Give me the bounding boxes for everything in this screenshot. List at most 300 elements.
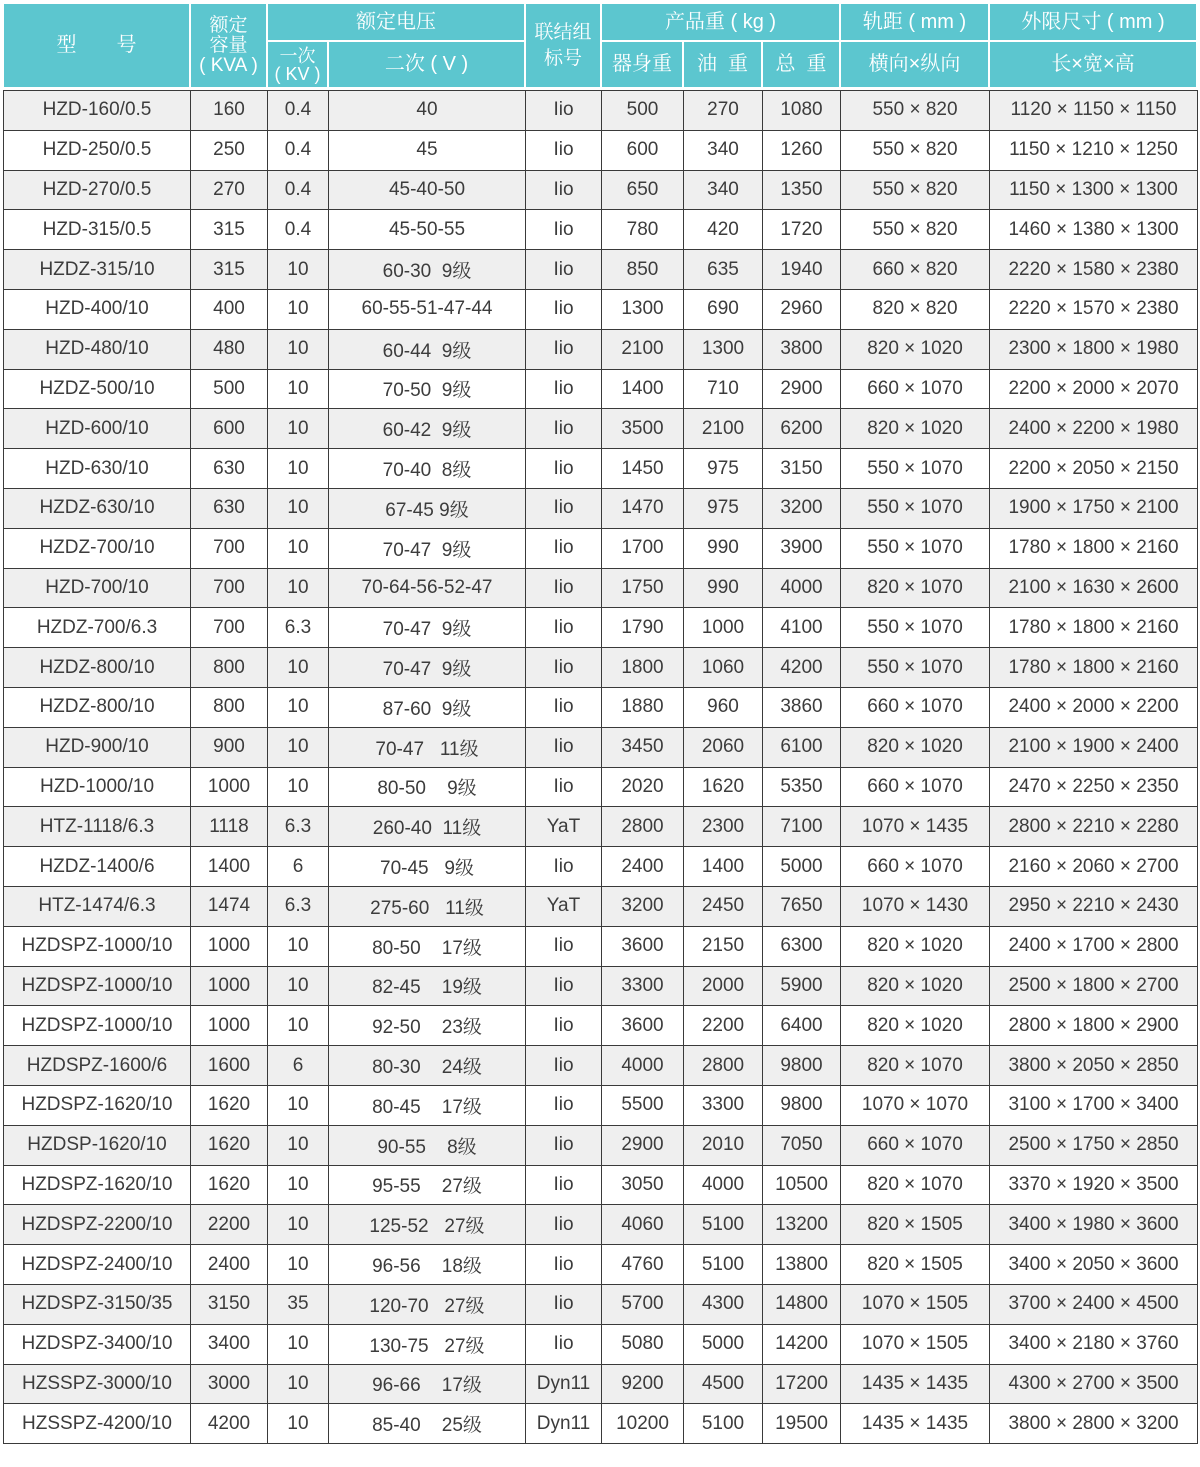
table-cell: 660 × 1070 xyxy=(841,1125,990,1165)
table-cell: HZDZ-800/10 xyxy=(4,648,191,688)
table-cell: 3800 xyxy=(763,329,841,369)
table-cell: 820 × 1020 xyxy=(841,409,990,449)
table-cell: 2300 × 1800 × 1980 xyxy=(990,329,1198,369)
table-cell: HZD-250/0.5 xyxy=(4,130,191,170)
table-cell: 550 × 820 xyxy=(841,170,990,210)
table-cell: 10 xyxy=(268,1324,329,1364)
table-cell: HZDSPZ-1000/10 xyxy=(4,926,191,966)
table-cell: HZD-1000/10 xyxy=(4,767,191,807)
table-cell: HZSSPZ-3000/10 xyxy=(4,1364,191,1404)
table-cell: 660 × 1070 xyxy=(841,767,990,807)
table-cell: 820 × 1020 xyxy=(841,926,990,966)
table-cell: 10 xyxy=(268,568,329,608)
table-cell: 1620 xyxy=(191,1165,268,1205)
table-cell: 70-47 11级 xyxy=(329,727,526,767)
table-cell: 80-30 24级 xyxy=(329,1046,526,1086)
table-cell: Iio xyxy=(526,130,602,170)
table-cell: 90-55 8级 xyxy=(329,1125,526,1165)
table-cell: 2020 xyxy=(602,767,684,807)
table-cell: 5500 xyxy=(602,1085,684,1125)
table-row xyxy=(4,608,1198,648)
table-cell: 820 × 1070 xyxy=(841,568,990,608)
table-cell: 6 xyxy=(268,847,329,887)
table-cell: 80-50 9级 xyxy=(329,767,526,807)
header-label-voltage-group: 额定电压 xyxy=(356,10,436,33)
table-cell: 400 xyxy=(191,289,268,329)
table-cell: 7650 xyxy=(763,886,841,926)
table-header xyxy=(3,3,1197,88)
table-cell: 2400 xyxy=(602,847,684,887)
table-cell: 800 xyxy=(191,648,268,688)
table-cell: Iio xyxy=(526,289,602,329)
table-cell: 660 × 820 xyxy=(841,250,990,290)
header-cell-total-weight xyxy=(762,41,840,88)
table-cell: 960 xyxy=(684,687,763,727)
table-cell: 60-44 9级 xyxy=(329,329,526,369)
table-cell: 820 × 1070 xyxy=(841,1046,990,1086)
table-cell: 270 xyxy=(191,170,268,210)
table-cell: 9800 xyxy=(763,1085,841,1125)
table-cell: Iio xyxy=(526,91,602,131)
table-cell: 7100 xyxy=(763,807,841,847)
table-cell: 1600 xyxy=(191,1046,268,1086)
table-cell: 820 × 1020 xyxy=(841,966,990,1006)
table-row xyxy=(4,1245,1198,1285)
table-cell: 80-45 17级 xyxy=(329,1085,526,1125)
table-row xyxy=(4,170,1198,210)
table-cell: 2100 × 1630 × 2600 xyxy=(990,568,1198,608)
table-cell: 10 xyxy=(268,528,329,568)
table-cell: YaT xyxy=(526,807,602,847)
table-cell: Iio xyxy=(526,767,602,807)
table-cell: 500 xyxy=(191,369,268,409)
table-cell: HZD-700/10 xyxy=(4,568,191,608)
table-row xyxy=(4,1284,1198,1324)
table-cell: 96-56 18级 xyxy=(329,1245,526,1285)
header-cell-secondary-voltage xyxy=(328,41,525,88)
table-cell: 13800 xyxy=(763,1245,841,1285)
table-cell: 5080 xyxy=(602,1324,684,1364)
table-cell: 10 xyxy=(268,449,329,489)
table-cell: HZD-630/10 xyxy=(4,449,191,489)
table-cell: HZDSPZ-1000/10 xyxy=(4,966,191,1006)
table-cell: 6.3 xyxy=(268,807,329,847)
table-cell: 7050 xyxy=(763,1125,841,1165)
table-cell: 2200 × 2000 × 2070 xyxy=(990,369,1198,409)
table-cell: HTZ-1118/6.3 xyxy=(4,807,191,847)
table-cell: 600 xyxy=(602,130,684,170)
header-cell-dims-sub xyxy=(989,41,1197,88)
table-cell: 6100 xyxy=(763,727,841,767)
header-cell-weight-group xyxy=(601,3,840,41)
table-cell: HZDSPZ-3400/10 xyxy=(4,1324,191,1364)
table-cell: 1080 xyxy=(763,91,841,131)
table-cell: 700 xyxy=(191,568,268,608)
table-row xyxy=(4,568,1198,608)
table-cell: 3200 xyxy=(602,886,684,926)
header-label-capacity-2: 容量 xyxy=(209,34,248,56)
table-cell: 1720 xyxy=(763,210,841,250)
table-cell: 1474 xyxy=(191,886,268,926)
table-cell: 820 × 1020 xyxy=(841,727,990,767)
table-cell: 1300 xyxy=(684,329,763,369)
table-cell: 1435 × 1435 xyxy=(841,1364,990,1404)
table-cell: Iio xyxy=(526,528,602,568)
table-cell: 2900 xyxy=(763,369,841,409)
table-cell: 10 xyxy=(268,1245,329,1285)
table-cell: Dyn11 xyxy=(526,1404,602,1444)
table-cell: 820 × 1020 xyxy=(841,1006,990,1046)
table-cell: 3000 xyxy=(191,1364,268,1404)
header-cell-model xyxy=(3,3,190,88)
table-row xyxy=(4,1205,1198,1245)
table-cell: 9200 xyxy=(602,1364,684,1404)
table-cell: 2010 xyxy=(684,1125,763,1165)
table-cell: Iio xyxy=(526,1245,602,1285)
table-cell: Dyn11 xyxy=(526,1364,602,1404)
table-cell: 19500 xyxy=(763,1404,841,1444)
table-cell: Iio xyxy=(526,409,602,449)
header-label-capacity-3: ( KVA ) xyxy=(199,54,258,76)
header-label-primary-2: ( KV ) xyxy=(274,63,321,84)
table-cell: 2470 × 2250 × 2350 xyxy=(990,767,1198,807)
table-cell: HZDZ-500/10 xyxy=(4,369,191,409)
table-cell: 160 xyxy=(191,91,268,131)
table-cell: 6 xyxy=(268,1046,329,1086)
table-cell: Iio xyxy=(526,966,602,1006)
table-cell: 10 xyxy=(268,1364,329,1404)
table-cell: 60-55-51-47-44 xyxy=(329,289,526,329)
table-cell: 550 × 820 xyxy=(841,130,990,170)
table-cell: 2500 × 1750 × 2850 xyxy=(990,1125,1198,1165)
table-cell: HZDZ-630/10 xyxy=(4,488,191,528)
header-cell-oil-weight xyxy=(683,41,762,88)
table-cell: 60-42 9级 xyxy=(329,409,526,449)
table-cell: 6.3 xyxy=(268,608,329,648)
table-row xyxy=(4,1324,1198,1364)
table-cell: 3400 × 1980 × 3600 xyxy=(990,1205,1198,1245)
header-cell-gauge-group xyxy=(840,3,989,41)
table-cell: 4000 xyxy=(684,1165,763,1205)
table-cell: 1150 × 1300 × 1300 xyxy=(990,170,1198,210)
header-cell-connection xyxy=(525,3,601,88)
table-cell: 820 × 1505 xyxy=(841,1245,990,1285)
table-cell: Iio xyxy=(526,369,602,409)
table-cell: HZDZ-700/6.3 xyxy=(4,608,191,648)
table-cell: Iio xyxy=(526,648,602,688)
table-cell: 3100 × 1700 × 3400 xyxy=(990,1085,1198,1125)
table-cell: 2500 × 1800 × 2700 xyxy=(990,966,1198,1006)
table-cell: 10 xyxy=(268,926,329,966)
table-cell: 250 xyxy=(191,130,268,170)
table-row xyxy=(4,1404,1198,1444)
table-cell: 0.4 xyxy=(268,91,329,131)
table-cell: 4060 xyxy=(602,1205,684,1245)
table-cell: 1880 xyxy=(602,687,684,727)
table-cell: 96-66 17级 xyxy=(329,1364,526,1404)
table-cell: 10200 xyxy=(602,1404,684,1444)
table-cell: HZDSPZ-1000/10 xyxy=(4,1006,191,1046)
table-row xyxy=(4,1364,1198,1404)
table-cell: 45-40-50 xyxy=(329,170,526,210)
table-cell: 3300 xyxy=(602,966,684,1006)
table-cell: 2950 × 2210 × 2430 xyxy=(990,886,1198,926)
table-cell: 3500 xyxy=(602,409,684,449)
table-cell: 92-50 23级 xyxy=(329,1006,526,1046)
table-cell: Iio xyxy=(526,727,602,767)
table-cell: 10 xyxy=(268,687,329,727)
table-cell: Iio xyxy=(526,1165,602,1205)
table-cell: 4100 xyxy=(763,608,841,648)
header-label-gauge-group: 轨距 ( mm ) xyxy=(862,10,967,33)
table-cell: 6200 xyxy=(763,409,841,449)
table-cell: 2100 xyxy=(602,329,684,369)
table-cell: 1780 × 1800 × 2160 xyxy=(990,528,1198,568)
table-cell: 1435 × 1435 xyxy=(841,1404,990,1444)
table-row xyxy=(4,727,1198,767)
table-cell: 990 xyxy=(684,568,763,608)
table-cell: 4000 xyxy=(763,568,841,608)
table-cell: 1070 × 1430 xyxy=(841,886,990,926)
table-cell: 1620 xyxy=(191,1125,268,1165)
table-cell: 70-64-56-52-47 xyxy=(329,568,526,608)
table-cell: HZDZ-700/10 xyxy=(4,528,191,568)
table-cell: 820 × 1505 xyxy=(841,1205,990,1245)
table-cell: 3370 × 1920 × 3500 xyxy=(990,1165,1198,1205)
table-cell: 10 xyxy=(268,1125,329,1165)
table-cell: 1070 × 1505 xyxy=(841,1324,990,1364)
table-cell: 45 xyxy=(329,130,526,170)
table-cell: 125-52 27级 xyxy=(329,1205,526,1245)
table-cell: HZDSPZ-1620/10 xyxy=(4,1085,191,1125)
table-body xyxy=(4,91,1198,1444)
table-cell: HZDSP-1620/10 xyxy=(4,1125,191,1165)
table-cell: 4200 xyxy=(763,648,841,688)
table-cell: 5000 xyxy=(763,847,841,887)
table-cell: YaT xyxy=(526,886,602,926)
table-cell: 1000 xyxy=(191,966,268,1006)
table-cell: 550 × 1070 xyxy=(841,528,990,568)
table-cell: HTZ-1474/6.3 xyxy=(4,886,191,926)
table-cell: HZDSPZ-3150/35 xyxy=(4,1284,191,1324)
table-cell: Iio xyxy=(526,329,602,369)
table-cell: 10 xyxy=(268,1404,329,1444)
table-row xyxy=(4,449,1198,489)
table-cell: 700 xyxy=(191,608,268,648)
table-cell: 85-40 25级 xyxy=(329,1404,526,1444)
table-cell: 660 × 1070 xyxy=(841,687,990,727)
table-row xyxy=(4,369,1198,409)
table-cell: 2200 × 2050 × 2150 xyxy=(990,449,1198,489)
table-cell: HZDSPZ-2200/10 xyxy=(4,1205,191,1245)
table-cell: 3600 xyxy=(602,1006,684,1046)
table-cell: 820 × 1070 xyxy=(841,1165,990,1205)
table-cell: 1400 xyxy=(602,369,684,409)
table-cell: 260-40 11级 xyxy=(329,807,526,847)
table-cell: 2060 xyxy=(684,727,763,767)
table-cell: 2400 × 2200 × 1980 xyxy=(990,409,1198,449)
table-cell: Iio xyxy=(526,449,602,489)
table-cell: 10 xyxy=(268,727,329,767)
table-cell: 550 × 1070 xyxy=(841,608,990,648)
table-cell: 1350 xyxy=(763,170,841,210)
table-cell: Iio xyxy=(526,488,602,528)
table-cell: 2100 × 1900 × 2400 xyxy=(990,727,1198,767)
table-cell: 900 xyxy=(191,727,268,767)
table-cell: 270 xyxy=(684,91,763,131)
table-cell: 35 xyxy=(268,1284,329,1324)
table-cell: 1000 xyxy=(191,767,268,807)
table-row xyxy=(4,528,1198,568)
table-cell: 3400 × 2180 × 3760 xyxy=(990,1324,1198,1364)
table-cell: 340 xyxy=(684,130,763,170)
table-cell: HZD-160/0.5 xyxy=(4,91,191,131)
header-label-model: 型 号 xyxy=(56,34,137,56)
table-cell: 10 xyxy=(268,1006,329,1046)
table-cell: Iio xyxy=(526,847,602,887)
table-cell: 820 × 1020 xyxy=(841,329,990,369)
table-cell: 40 xyxy=(329,91,526,131)
table-cell: 70-40 8级 xyxy=(329,449,526,489)
table-cell: 10 xyxy=(268,329,329,369)
table-cell: 6300 xyxy=(763,926,841,966)
table-cell: 3400 × 2050 × 3600 xyxy=(990,1245,1198,1285)
table-cell: 45-50-55 xyxy=(329,210,526,250)
table-row xyxy=(4,1006,1198,1046)
table-cell: 14800 xyxy=(763,1284,841,1324)
table-cell: 5100 xyxy=(684,1404,763,1444)
table-cell: 10 xyxy=(268,1165,329,1205)
table-cell: 3600 xyxy=(602,926,684,966)
table-cell: 550 × 1070 xyxy=(841,488,990,528)
table-cell: 1118 xyxy=(191,807,268,847)
table-cell: Iio xyxy=(526,1085,602,1125)
table-cell: 6.3 xyxy=(268,886,329,926)
table-cell: Iio xyxy=(526,1324,602,1364)
table-cell: 4760 xyxy=(602,1245,684,1285)
header-label-secondary: 二次 ( V ) xyxy=(384,53,469,75)
table-cell: 3860 xyxy=(763,687,841,727)
table-cell: 2220 × 1580 × 2380 xyxy=(990,250,1198,290)
table-row xyxy=(4,130,1198,170)
table-cell: 70-47 9级 xyxy=(329,608,526,648)
table-cell: 1070 × 1070 xyxy=(841,1085,990,1125)
header-cell-voltage-group xyxy=(267,3,525,41)
table-row xyxy=(4,767,1198,807)
table-cell: HZDSPZ-1620/10 xyxy=(4,1165,191,1205)
table-cell: HZDZ-800/10 xyxy=(4,687,191,727)
table-cell: 275-60 11级 xyxy=(329,886,526,926)
table-cell: 0.4 xyxy=(268,130,329,170)
table-cell: 710 xyxy=(684,369,763,409)
table-cell: HZDZ-315/10 xyxy=(4,250,191,290)
table-cell: Iio xyxy=(526,1205,602,1245)
header-cell-dims-group xyxy=(989,3,1197,41)
table-cell: 3200 xyxy=(763,488,841,528)
table-cell: HZD-600/10 xyxy=(4,409,191,449)
table-row xyxy=(4,409,1198,449)
table-cell: 2800 × 2210 × 2280 xyxy=(990,807,1198,847)
header-label-connection-1: 联结组 xyxy=(534,21,592,43)
table-row xyxy=(4,966,1198,1006)
table-cell: 550 × 820 xyxy=(841,91,990,131)
table-cell: 1620 xyxy=(684,767,763,807)
table-cell: 10 xyxy=(268,648,329,688)
table-cell: Iio xyxy=(526,568,602,608)
table-cell: 4300 xyxy=(684,1284,763,1324)
table-cell: Iio xyxy=(526,608,602,648)
table-cell: 2800 xyxy=(684,1046,763,1086)
table-cell: 1940 xyxy=(763,250,841,290)
table-cell: 4200 xyxy=(191,1404,268,1444)
table-cell: HZD-270/0.5 xyxy=(4,170,191,210)
table-cell: 700 xyxy=(191,528,268,568)
table-cell: Iio xyxy=(526,1125,602,1165)
table-row xyxy=(4,807,1198,847)
table-cell: 1620 xyxy=(191,1085,268,1125)
table-cell: Iio xyxy=(526,250,602,290)
table-cell: 2450 xyxy=(684,886,763,926)
table-cell: 2960 xyxy=(763,289,841,329)
table-cell: 3400 xyxy=(191,1324,268,1364)
table-cell: 2200 xyxy=(684,1006,763,1046)
header-cell-primary-voltage xyxy=(267,41,328,88)
table-row xyxy=(4,926,1198,966)
header-label-connection-2: 标号 xyxy=(543,47,582,69)
header-label-weight-group: 产品重 ( kg ) xyxy=(664,10,777,33)
table-row xyxy=(4,1125,1198,1165)
table-cell: 2800 × 1800 × 2900 xyxy=(990,1006,1198,1046)
table-cell: 780 xyxy=(602,210,684,250)
table-cell: 1900 × 1750 × 2100 xyxy=(990,488,1198,528)
table-cell: HZDZ-1400/6 xyxy=(4,847,191,887)
table-cell: 1780 × 1800 × 2160 xyxy=(990,648,1198,688)
table-cell: 95-55 27级 xyxy=(329,1165,526,1205)
table-cell: 10 xyxy=(268,966,329,1006)
table-cell: 1260 xyxy=(763,130,841,170)
table-cell: 3150 xyxy=(763,449,841,489)
table-cell: 420 xyxy=(684,210,763,250)
table-cell: HZDSPZ-2400/10 xyxy=(4,1245,191,1285)
header-label-total-weight: 总 重 xyxy=(775,53,827,75)
table-cell: 3450 xyxy=(602,727,684,767)
table-cell: 1700 xyxy=(602,528,684,568)
table-cell: Iio xyxy=(526,926,602,966)
table-cell: 5700 xyxy=(602,1284,684,1324)
table-cell: Iio xyxy=(526,1046,602,1086)
table-cell: Iio xyxy=(526,210,602,250)
table-cell: 1800 xyxy=(602,648,684,688)
table-cell: 60-30 9级 xyxy=(329,250,526,290)
table-cell: 850 xyxy=(602,250,684,290)
table-cell: 3900 xyxy=(763,528,841,568)
table-cell: 1780 × 1800 × 2160 xyxy=(990,608,1198,648)
table-cell: 1120 × 1150 × 1150 xyxy=(990,91,1198,131)
table-cell: 975 xyxy=(684,488,763,528)
table-cell: 10 xyxy=(268,488,329,528)
table-cell: 2900 xyxy=(602,1125,684,1165)
table-cell: 315 xyxy=(191,210,268,250)
header-label-oil-weight: 油 重 xyxy=(696,53,749,75)
table-cell: 1000 xyxy=(191,1006,268,1046)
table-cell: 1460 × 1380 × 1300 xyxy=(990,210,1198,250)
table-cell: 10 xyxy=(268,289,329,329)
table-cell: 2800 xyxy=(602,807,684,847)
table-cell: 550 × 1070 xyxy=(841,449,990,489)
table-row xyxy=(4,886,1198,926)
table-cell: 600 xyxy=(191,409,268,449)
table-cell: 1060 xyxy=(684,648,763,688)
